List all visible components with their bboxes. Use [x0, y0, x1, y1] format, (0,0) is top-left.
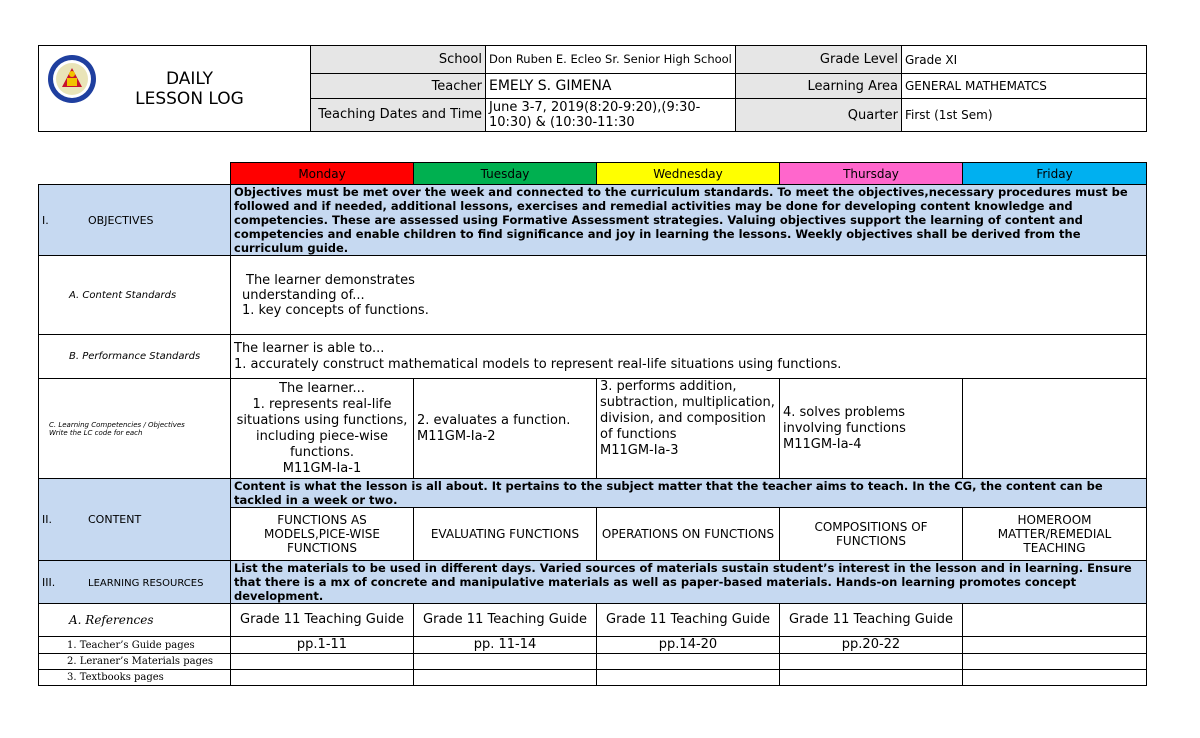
content-text: Content is what the lesson is all about. It pertains to the subject matter that the teacher aims to teach. In the CG, the content can be tackled in a week or two.: [231, 479, 1147, 508]
references-tuesday: Grade 11 Teaching Guide: [414, 604, 597, 637]
tb-pages-label: 3. Textbooks pages: [39, 670, 231, 686]
competency-tuesday: 2. evaluates a function. M11GM-Ia-2: [414, 379, 597, 479]
competencies-label-line1: C. Learning Competencies / Objectives: [49, 420, 185, 429]
content-standards-line2: understanding of...: [242, 287, 365, 303]
day-monday: Monday: [231, 163, 414, 185]
references-friday: [963, 604, 1147, 637]
competency-friday: [963, 379, 1147, 479]
tb-pages-wednesday: [597, 670, 780, 686]
references-monday: Grade 11 Teaching Guide: [231, 604, 414, 637]
competency-wednesday: 3. performs addition, subtraction, multiplication, division, and composition of functions M11GM-Ia-3: [597, 379, 780, 479]
quarter-label: Quarter: [736, 99, 902, 132]
content-num: II.: [42, 513, 52, 526]
objectives-text: Objectives must be met over the week and connected to the curriculum standards. To meet the objectives,necessary procedures must be followed and if needed, additional lessons, exercises and remedial activities may be done for developing content knowledge and competencies. These are assessed using Formative Assessment strategies. Valuing objectives support the learning of content and competencies and enable children to find significance and joy in learning the lessons. Weekly objectives shall be derived from the curriculum guide.: [231, 185, 1147, 256]
content-friday: HOMEROOM MATTER/REMEDIAL TEACHING: [963, 508, 1147, 561]
day-wednesday: Wednesday: [597, 163, 780, 185]
performance-standards-label: B. Performance Standards: [39, 335, 231, 379]
quarter-value: First (1st Sem): [902, 99, 1147, 132]
performance-standards-line1: The learner is able to...: [234, 340, 385, 356]
content-standards-label: A. Content Standards: [39, 256, 231, 335]
lesson-table: [38, 162, 1147, 686]
grade-value: Grade XI: [902, 46, 1147, 74]
objectives-num: I.: [42, 213, 49, 227]
tg-pages-friday: [963, 637, 1147, 654]
content-wednesday: OPERATIONS ON FUNCTIONS: [597, 508, 780, 561]
tg-pages-wednesday: pp.14-20: [597, 637, 780, 654]
resources-num: III.: [42, 575, 56, 589]
content-tuesday: EVALUATING FUNCTIONS: [414, 508, 597, 561]
lm-pages-label: 2. Leraner’s Materials pages: [39, 654, 231, 670]
content-header: [39, 479, 231, 561]
performance-standards-value: [231, 335, 1147, 379]
header-table: [38, 45, 1147, 132]
area-value: GENERAL MATHEMATCS: [902, 74, 1147, 99]
lm-pages-thursday: [780, 654, 963, 670]
resources-label: LEARNING RESOURCES: [88, 577, 204, 589]
area-label: Learning Area: [736, 74, 902, 99]
competencies-label-line2: Write the LC code for each: [49, 428, 143, 437]
content-monday: FUNCTIONS AS MODELS,PICE-WISE FUNCTIONS: [231, 508, 414, 561]
title-line2: LESSON LOG: [135, 88, 244, 109]
grade-label: Grade Level: [736, 46, 902, 74]
resources-text: List the materials to be used in different days. Varied sources of materials sustain student’s interest in the lesson and in learning. Ensure that there is a mx of concrete and manipulative materials as well as paper-based materials. Hands-on learning promotes concept development.: [231, 561, 1147, 604]
school-label: School: [311, 46, 486, 74]
content-standards-line1: The learner demonstrates: [246, 272, 415, 288]
content-thursday: COMPOSITIONS OF FUNCTIONS: [780, 508, 963, 561]
title-line1: DAILY: [165, 68, 214, 89]
lm-pages-friday: [963, 654, 1147, 670]
tg-pages-monday: pp.1-11: [231, 637, 414, 654]
teacher-label: Teacher: [311, 74, 486, 99]
content-standards-value: [231, 256, 1147, 335]
day-thursday: Thursday: [780, 163, 963, 185]
school-value: Don Ruben E. Ecleo Sr. Senior High School: [486, 46, 736, 74]
content-standards-line3: 1. key concepts of functions.: [242, 302, 429, 318]
references-thursday: Grade 11 Teaching Guide: [780, 604, 963, 637]
lm-pages-wednesday: [597, 654, 780, 670]
references-label: A. References: [39, 604, 231, 637]
objectives-header: [39, 185, 231, 256]
performance-standards-line2: 1. accurately construct mathematical models to represent real-life situations using functions.: [234, 356, 842, 372]
competency-thursday: 4. solves problems involving functions M11GM-Ia-4: [780, 379, 963, 479]
dates-value: June 3-7, 2019(8:20-9:20),(9:30-10:30) & (10:30-11:30: [486, 99, 736, 132]
objectives-label: OBJECTIVES: [88, 213, 154, 227]
dates-label: Teaching Dates and Time: [311, 99, 486, 132]
resources-header: [39, 561, 231, 604]
day-tuesday: Tuesday: [414, 163, 597, 185]
tb-pages-thursday: [780, 670, 963, 686]
lm-pages-tuesday: [414, 654, 597, 670]
tg-pages-label: 1. Teacher’s Guide pages: [39, 637, 231, 654]
title-cell: [39, 46, 311, 132]
tg-pages-tuesday: pp. 11-14: [414, 637, 597, 654]
lm-pages-monday: [231, 654, 414, 670]
deped-seal-logo: [47, 54, 97, 104]
content-label: CONTENT: [88, 513, 142, 526]
tg-pages-thursday: pp.20-22: [780, 637, 963, 654]
competencies-label: [39, 379, 231, 479]
tb-pages-monday: [231, 670, 414, 686]
tb-pages-friday: [963, 670, 1147, 686]
empty-corner: [39, 163, 231, 185]
teacher-value: EMELY S. GIMENA: [486, 74, 736, 99]
day-friday: Friday: [963, 163, 1147, 185]
tb-pages-tuesday: [414, 670, 597, 686]
references-wednesday: Grade 11 Teaching Guide: [597, 604, 780, 637]
competency-monday: The learner... 1. represents real-life situations using functions, including piece-wise functions. M11GM-Ia-1: [231, 379, 414, 479]
